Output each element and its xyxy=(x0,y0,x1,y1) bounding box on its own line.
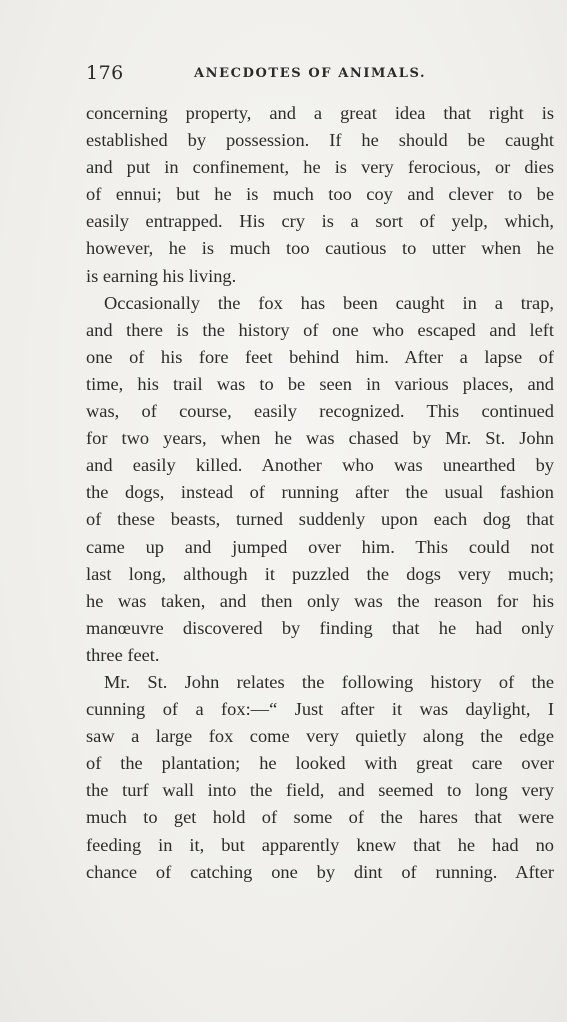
text-line: cunning of a fox:—“ Just after it was daylight, I xyxy=(86,699,554,720)
text-line: much to get hold of some of the hares that were xyxy=(86,807,554,828)
page-number: 176 xyxy=(86,62,124,84)
text-line: concerning property, and a great idea that right is xyxy=(86,103,554,123)
text-line: came up and jumped over him. This could not xyxy=(86,536,554,557)
text-line: and there is the history of one who escaped and left xyxy=(86,319,554,340)
running-title: ANECDOTES OF ANIMALS. xyxy=(194,66,427,81)
text-line: the turf wall into the field, and seemed to long very xyxy=(86,780,554,801)
text-line: and easily killed. Another who was unearthed by xyxy=(86,455,554,476)
text-line: is earning his living. xyxy=(86,265,237,286)
text-line: of ennui; but he is much too coy and clever to be xyxy=(86,184,554,205)
text-line: however, he is much too cautious to utter when he xyxy=(86,238,554,259)
page-header xyxy=(86,62,556,90)
text-line: he was taken, and then only was the reason for his xyxy=(86,590,554,611)
text-line: time, his trail was to be seen in various places, and xyxy=(86,373,554,394)
text-line: for two years, when he was chased by Mr. St. John xyxy=(86,428,554,449)
paragraph-2 xyxy=(86,290,554,669)
paragraph-1 xyxy=(86,100,554,290)
text-line: saw a large fox come very quietly along the edge xyxy=(86,726,554,747)
text-line: feeding in it, but apparently knew that he had no xyxy=(86,834,554,855)
paragraph-3 xyxy=(86,669,554,886)
text-line: was, of course, easily recognized. This continued xyxy=(86,401,554,422)
text-line: of these beasts, turned suddenly upon each dog that xyxy=(86,509,554,530)
body-text xyxy=(86,100,554,886)
text-line: last long, although it puzzled the dogs very much; xyxy=(86,563,554,584)
text-line: one of his fore feet behind him. After a lapse of xyxy=(86,346,554,367)
text-line: Occasionally the fox has been caught in a trap, xyxy=(104,292,554,313)
text-line: and put in confinement, he is very ferocious, or dies xyxy=(86,157,554,178)
text-line: three feet. xyxy=(86,644,160,665)
text-line: established by possession. If he should be caught xyxy=(86,130,554,151)
text-line: manœuvre discovered by finding that he had only xyxy=(86,617,554,638)
text-line: of the plantation; he looked with great care over xyxy=(86,753,554,774)
text-line: easily entrapped. His cry is a sort of yelp, which, xyxy=(86,211,554,232)
text-line: Mr. St. John relates the following history of the xyxy=(104,671,554,692)
text-line: the dogs, instead of running after the usual fashion xyxy=(86,482,554,503)
text-line: chance of catching one by dint of running. After xyxy=(86,861,554,882)
